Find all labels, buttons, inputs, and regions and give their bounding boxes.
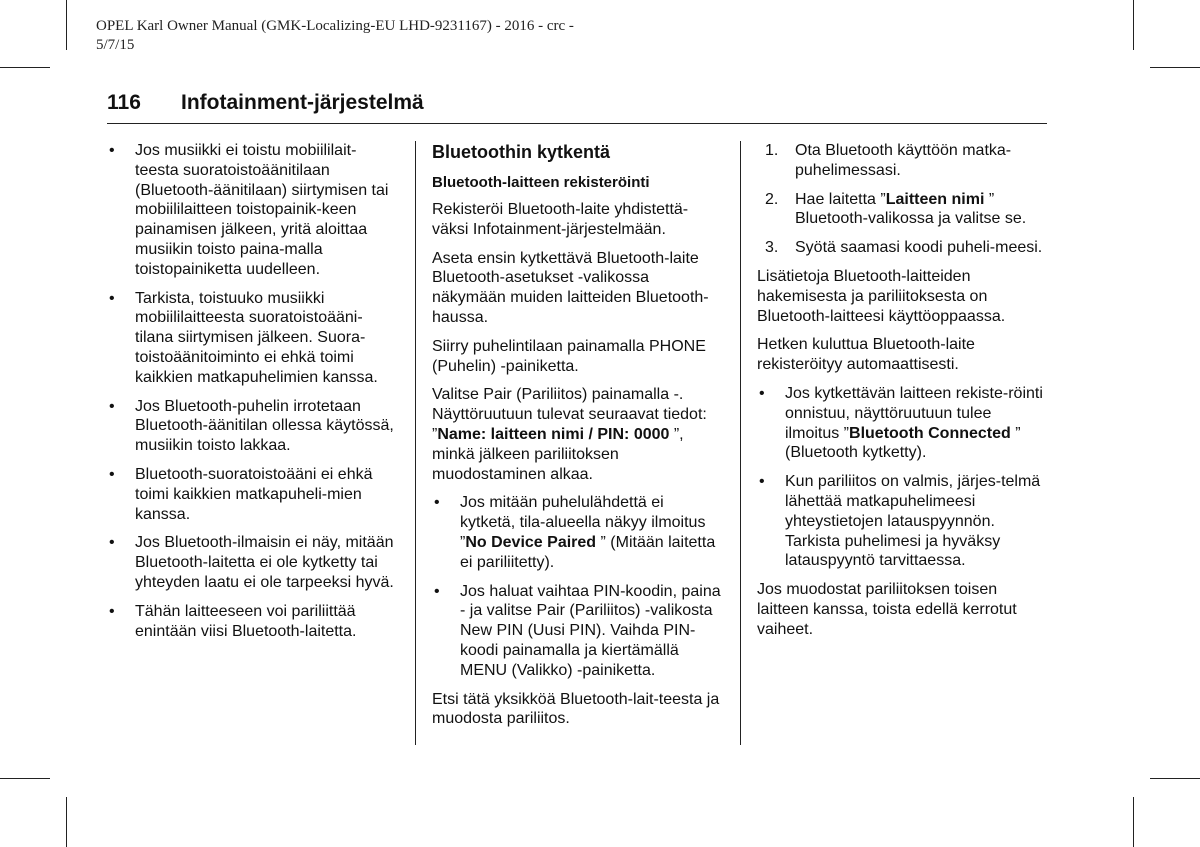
list-item bbox=[757, 384, 1049, 463]
column-2 bbox=[432, 141, 722, 738]
crop-mark-top-right-h bbox=[1150, 67, 1200, 68]
column-1 bbox=[107, 141, 397, 650]
column-divider bbox=[740, 141, 741, 745]
text-span: Jos kytkettävän laitteen rekiste-röinti onnistuu, näyttöruutuun tulee ilmoitus ” bbox=[785, 384, 1043, 442]
step-number: 3. bbox=[765, 239, 779, 257]
column-divider bbox=[415, 141, 416, 745]
paragraph: Lisätietoja Bluetooth-laitteiden hakemisesta ja pariliitoksesta on Bluetooth-laitteesi käyttöoppaassa. bbox=[757, 267, 1006, 325]
subsection-heading: Bluetooth-laitteen rekisteröinti bbox=[432, 174, 650, 191]
crop-mark-top-left-v bbox=[66, 0, 67, 50]
bullet-list bbox=[757, 384, 1049, 571]
page-title: Infotainment-järjestelmä bbox=[181, 91, 424, 114]
display-message: No Device Paired bbox=[465, 533, 597, 551]
step-text: Hae laitetta ” bbox=[795, 190, 886, 208]
paragraph bbox=[432, 385, 722, 484]
display-message: Name: laitteen nimi / PIN: 0000 bbox=[437, 425, 670, 443]
text-span: ” (Bluetooth kytketty). bbox=[785, 424, 1021, 462]
print-metadata bbox=[96, 17, 574, 55]
text-span: Jos mitään puhelulähdettä ei kytketä, tila-alueella näkyy ilmoitus ” bbox=[460, 494, 706, 551]
crop-mark-bottom-left-v bbox=[66, 797, 67, 847]
step-text: Ota Bluetooth käyttöön matka-puhelimessasi. bbox=[795, 142, 1012, 179]
print-metadata-line2: 5/7/15 bbox=[96, 37, 135, 53]
text-span: ” (Mitään laitetta ei pariliitetty). bbox=[460, 533, 716, 571]
print-metadata-line1: OPEL Karl Owner Manual (GMK-Localizing-EU LHD-9231167) - 2016 - crc - bbox=[96, 18, 574, 34]
list-item: • Jos Bluetooth-puhelin irrotetaan Bluetooth-äänitilan ollessa käytössä, musiikin toisto lakkaa. bbox=[107, 397, 397, 456]
list-item: • Kun pariliitos on valmis, järjes-telmä lähettää matkapuhelimeesi yhteystietojen latauspyynnön. Tarkista puhelimesi ja hyväksy latauspyyntö tarvittaessa. bbox=[757, 472, 1049, 571]
bullet-list bbox=[432, 493, 722, 680]
step-item bbox=[757, 190, 1049, 230]
list-item: • Jos haluat vaihtaa PIN-koodin, paina - ja valitse Pair (Pariliitos) -valikosta New PIN (Uusi PIN). Vaihda PIN-koodi painamalla ja kiertämällä MENU (Valikko) -painiketta. bbox=[432, 582, 722, 681]
list-item: • Tarkista, toistuuko musiikki mobiililaitteesta suoratoistoääni-tilana siirtymisen jälkeen. Suora-toistoäänitoiminto ei ehkä toimi kaikkien matkapuhelimien kanssa. bbox=[107, 289, 397, 388]
page-header bbox=[107, 88, 1047, 124]
paragraph: Siirry puhelintilaan painamalla PHONE (Puhelin) -painiketta. bbox=[432, 337, 706, 375]
list-item bbox=[432, 493, 722, 572]
text-span: ”, minkä jälkeen pariliitoksen muodostaminen alkaa. bbox=[432, 425, 684, 483]
crop-mark-top-left-h bbox=[0, 67, 50, 68]
step-text: Syötä saamasi koodi puheli-meesi. bbox=[795, 239, 1043, 257]
bullet-list bbox=[107, 141, 397, 641]
paragraph: Hetken kuluttua Bluetooth-laite rekisteröityy automaattisesti. bbox=[757, 336, 975, 374]
list-item: • Bluetooth-suoratoistoääni ei ehkä toimi kaikkien matkapuheli-mien kanssa. bbox=[107, 465, 397, 524]
text-span: Valitse Pair (Pariliitos) painamalla -. Näyttöruutuun tulevat seuraavat tiedot: ” bbox=[432, 386, 707, 443]
paragraph: Jos muodostat pariliitoksen toisen laitteen kanssa, toista edellä kerrotut vaiheet. bbox=[757, 581, 1017, 638]
column-3 bbox=[757, 141, 1049, 649]
step-number: 2. bbox=[765, 190, 779, 208]
page-number: 116 bbox=[107, 91, 141, 114]
display-message: Laitteen nimi bbox=[885, 190, 985, 208]
paragraph: Rekisteröi Bluetooth-laite yhdistettä-väksi Infotainment-järjestelmään. bbox=[432, 201, 689, 238]
display-message: Bluetooth Connected bbox=[849, 424, 1011, 442]
section-heading: Bluetoothin kytkentä bbox=[432, 142, 611, 162]
list-item: • Jos Bluetooth-ilmaisin ei näy, mitään Bluetooth-laitetta ei ole kytketty tai yhteyden laatu ei ole tarpeeksi hyvä. bbox=[107, 533, 397, 592]
crop-mark-bottom-left-h bbox=[0, 778, 50, 779]
list-item: • Jos musiikki ei toistu mobiililait-teesta suoratoistoäänitilaan (Bluetooth-äänitilaan) siirtymisen tai mobiililaitteen toistopainik-keen painamisen jälkeen, yritä aloittaa musiikin toisto paina-malla toistopainiketta uudelleen. bbox=[107, 141, 397, 280]
step-text: ” Bluetooth-valikossa ja valitse se. bbox=[795, 190, 1027, 228]
list-item: • Tähän laitteeseen voi pariliittää enintään viisi Bluetooth-laitetta. bbox=[107, 602, 397, 642]
paragraph: Aseta ensin kytkettävä Bluetooth-laite Bluetooth-asetukset -valikossa näkymään muiden laitteiden Bluetooth-haussa. bbox=[432, 249, 709, 326]
paragraph: Etsi tätä yksikköä Bluetooth-lait-teesta ja muodosta pariliitos. bbox=[432, 690, 720, 728]
step-number: 1. bbox=[765, 142, 779, 159]
step-item bbox=[757, 141, 1049, 181]
step-item bbox=[757, 238, 1049, 258]
crop-mark-top-right-v bbox=[1133, 0, 1134, 50]
crop-mark-bottom-right-h bbox=[1150, 778, 1200, 779]
numbered-steps bbox=[757, 141, 1049, 258]
crop-mark-bottom-right-v bbox=[1133, 797, 1134, 847]
